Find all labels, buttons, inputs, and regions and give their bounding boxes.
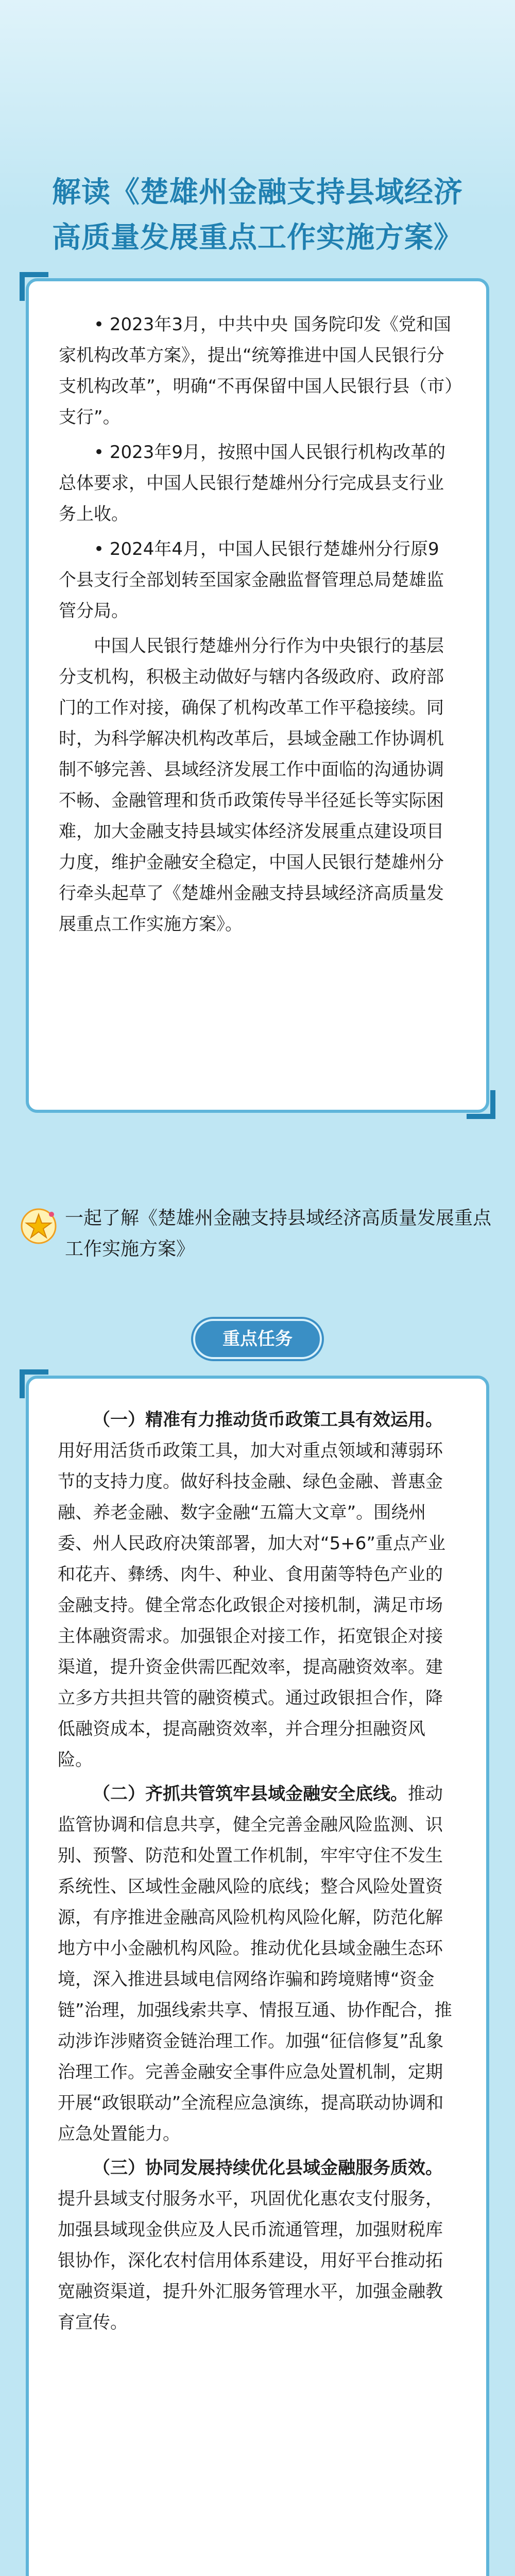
page-title bbox=[0, 170, 515, 261]
star-icon bbox=[21, 1208, 57, 1244]
task-heading: （三）协同发展持续优化县域金融服务质效。 bbox=[93, 2158, 443, 2178]
task-body: 用好用活货币政策工具，加大对重点领域和薄弱环节的支持力度。做好科技金融、绿色金融、普惠金融、养老金融、数字金融“五篇大文章”。围绕州委、州人民政府决策部署，加大对“5+6”重点产业和花卉、彝绣、肉牛、种业、食用菌等特色产业的金融支持。健全常态化政银企对接机制，满足市场主体融资需求。加强银企对接工作，拓宽银企对接渠道，提升资金供需匹配效率，提高融资效率。建立多方共担共管的融资模式。通过政银担合作，降低融资成本，提高融资效率，并合理分担融资风险。 bbox=[58, 1440, 445, 1770]
section-label-tasks: 重点任务 bbox=[193, 1319, 322, 1359]
task-body: 推动监管协调和信息共享，健全完善金融风险监测、识别、预警、防范和处置工作机制，牢牢守住不发生系统性、区域性金融风险的底线；整合风险处置资源，有序推进金融高风险机构风险化解，防范化解地方中小金融机构风险。推动优化县域金融生态环境，深入推进县域电信网络诈骗和跨境赌博“资金链”治理，加强线索共享、情报互通、协作配合，推动涉诈涉赌资金链治理工作。加强“征信修复”乱象治理工作。完善金融安全事件应急处置机制，定期开展“政银联动”全流程应急演练，提高联动协调和应急处置能力。 bbox=[58, 1784, 452, 2144]
intro-card bbox=[26, 278, 489, 1113]
task-item bbox=[58, 1778, 457, 2149]
title-line-2: 高质量发展重点工作实施方案》 bbox=[52, 221, 463, 255]
task-item bbox=[58, 2153, 457, 2338]
intro-paragraph: • 2024年4月，中国人民银行楚雄州分行原9个县支行全部划转至国家金融监督管理总局楚雄监管分局。 bbox=[59, 539, 444, 621]
task-heading: （一）精准有力推动货币政策工具有效运用。 bbox=[93, 1410, 443, 1430]
intro-paragraph: • 2023年3月，中共中央 国务院印发《党和国家机构改革方案》，提出“统筹推进中国人民银行分支机构改革”，明确“不再保留中国人民银行县（市）支行”。 bbox=[59, 314, 454, 428]
corner-ornament bbox=[467, 1090, 495, 1119]
title-line-1: 解读《楚雄州金融支持县域经济 bbox=[52, 176, 463, 209]
cta-row bbox=[21, 1203, 494, 1280]
intro-paragraph: 中国人民银行楚雄州分行作为中央银行的基层分支机构，积极主动做好与辖内各级政府、政府部门的工作对接，确保了机构改革工作平稳接续。同时，为科学解决机构改革后，县域金融工作协调机制不够完善、县域经济发展工作中面临的沟通协调不畅、金融管理和货币政策传导半径延长等实际困难，加大金融支持县域实体经济发展重点建设项目力度，维护金融安全稳定，中国人民银行楚雄州分行牵头起草了《楚雄州金融支持县域经济高质量发展重点工作实施方案》。 bbox=[59, 636, 444, 935]
tasks-card bbox=[26, 1376, 489, 2576]
task-body: 提升县域支付服务水平，巩固优化惠农支付服务，加强县域现金供应及人民币流通管理，加强财税库银协作，深化农村信用体系建设，用好平台推动拓宽融资渠道，提升外汇服务管理水平，加强金融教育宣传。 bbox=[58, 2189, 443, 2333]
corner-ornament bbox=[20, 272, 48, 301]
task-item bbox=[58, 1404, 457, 1775]
task-heading: （二）齐抓共管筑牢县域金融安全底线。 bbox=[93, 1784, 408, 1804]
cta-text: 一起了解《楚雄州金融支持县域经济高质量发展重点工作实施方案》 bbox=[65, 1208, 492, 1260]
intro-paragraph: • 2023年9月，按照中国人民银行机构改革的总体要求，中国人民银行楚雄州分行完成县支行业务上收。 bbox=[59, 442, 446, 524]
corner-ornament bbox=[20, 1369, 48, 1398]
